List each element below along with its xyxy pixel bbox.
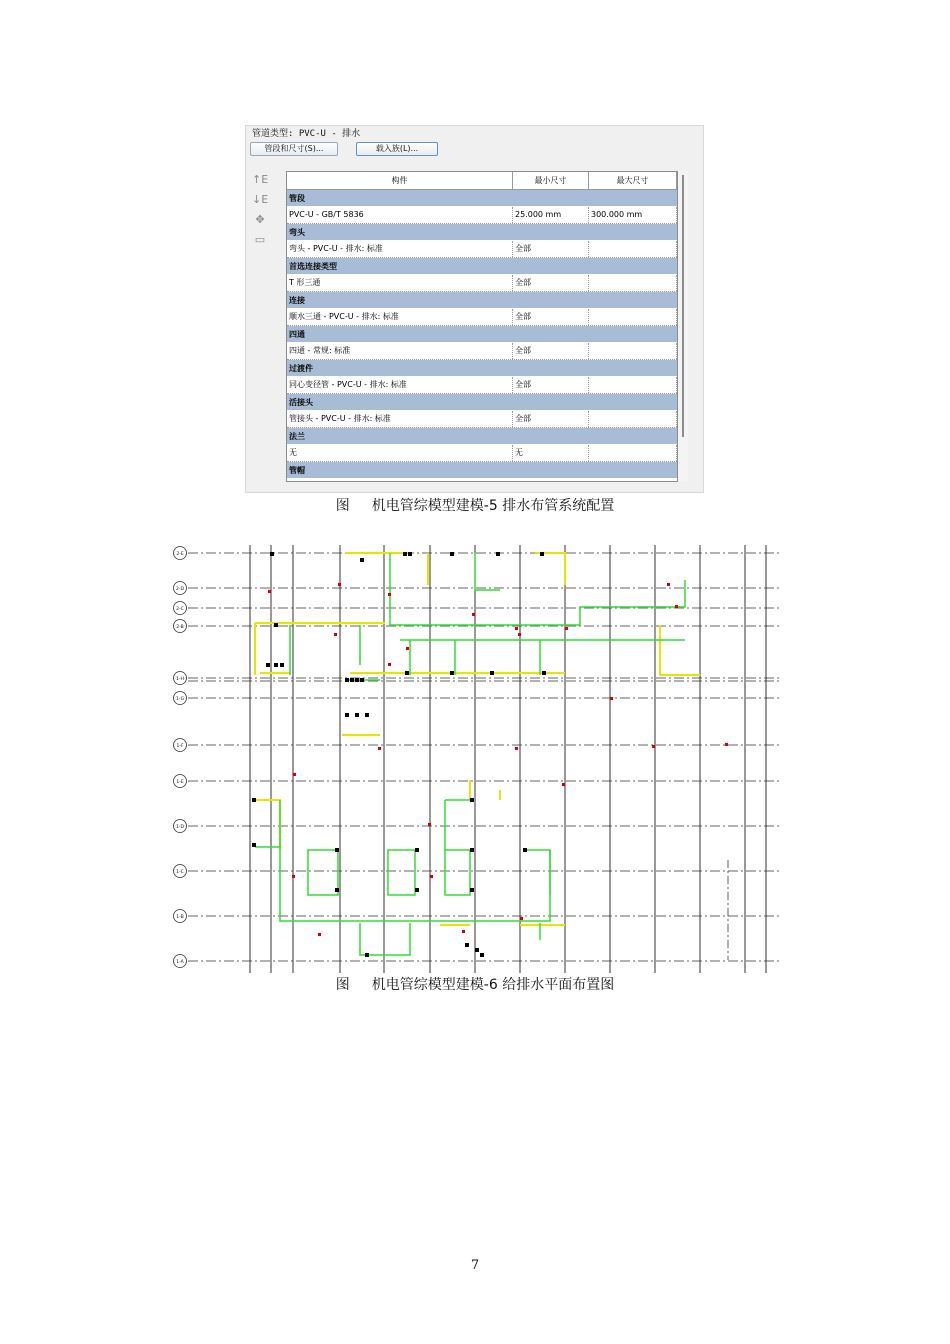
- figure-caption-6: [0, 974, 950, 994]
- component-name-cell[interactable]: PVC-U - GB/T 5836: [287, 207, 513, 223]
- fixture: [350, 678, 354, 682]
- fixture: [523, 848, 527, 852]
- max-size-cell[interactable]: [589, 241, 677, 257]
- delete-row-icon[interactable]: ▭: [254, 233, 266, 246]
- component-name-cell[interactable]: 管接头 - PVC-U - 排水: 标准: [287, 411, 513, 427]
- min-size-cell[interactable]: 无: [513, 445, 589, 461]
- dialog-title: 管道类型: PVC-U - 排水: [252, 129, 361, 139]
- tag-marker: [515, 747, 518, 750]
- caption-prefix: 图: [335, 977, 350, 993]
- axis-grid: [188, 545, 782, 973]
- axis-label: 2-D: [176, 587, 184, 592]
- fixture: [475, 948, 479, 952]
- drain-pipe: [535, 553, 565, 585]
- max-size-cell[interactable]: [589, 445, 677, 461]
- axis-labels: [174, 547, 187, 968]
- max-size-cell[interactable]: [589, 309, 677, 325]
- fixture: [274, 623, 278, 627]
- fixture: [345, 713, 349, 717]
- column-header-min-size[interactable]: 最小尺寸: [513, 172, 589, 189]
- grid-body: [287, 190, 677, 462]
- caption-text: 机电管综模型建模-6 给排水平面布置图: [371, 977, 615, 993]
- tag-marker: [562, 783, 565, 786]
- fixture: [266, 663, 270, 667]
- routing-preferences-grid: [286, 171, 678, 482]
- drain-pipe: [253, 800, 280, 850]
- tag-marker: [610, 697, 613, 700]
- tag-marker: [667, 583, 670, 586]
- min-size-cell[interactable]: 25.000 mm: [513, 207, 589, 223]
- tag-marker: [318, 933, 321, 936]
- fixture: [405, 671, 409, 675]
- supply-pipe: [475, 553, 500, 590]
- component-name-cell[interactable]: 同心变径管 - PVC-U - 排水: 标准: [287, 377, 513, 393]
- fixture: [470, 848, 474, 852]
- component-row[interactable]: [287, 241, 677, 258]
- tag-marker: [472, 613, 475, 616]
- fixture: [365, 713, 369, 717]
- fixture: [335, 848, 339, 852]
- category-row: 法兰: [287, 428, 677, 445]
- axis-label: 1-E: [176, 780, 184, 785]
- grid-scrollbar[interactable]: [678, 171, 688, 482]
- category-row: 首选连接类型: [287, 258, 677, 275]
- fixture: [403, 552, 407, 556]
- min-size-cell[interactable]: 全部: [513, 241, 589, 257]
- move-down-icon[interactable]: ↓E: [252, 193, 269, 206]
- component-row[interactable]: [287, 377, 677, 394]
- min-size-cell[interactable]: 全部: [513, 377, 589, 393]
- component-row[interactable]: [287, 207, 677, 224]
- axis-label: 1-F: [176, 744, 184, 749]
- tag-marker: [388, 593, 391, 596]
- max-size-cell[interactable]: 300.000 mm: [589, 207, 677, 223]
- fixture: [480, 953, 484, 957]
- axis-label: 1-A: [176, 960, 184, 965]
- fixture: [450, 671, 454, 675]
- fixture: [252, 798, 256, 802]
- category-row: 活接头: [287, 394, 677, 411]
- tag-marker: [334, 633, 337, 636]
- axis-label: 1-C: [176, 870, 184, 875]
- category-row: 过渡件: [287, 360, 677, 377]
- supply-pipe: [445, 850, 470, 895]
- component-row[interactable]: [287, 411, 677, 428]
- fixture: [274, 663, 278, 667]
- tag-marker: [406, 647, 409, 650]
- side-toolbar: [252, 170, 268, 250]
- supply-pipes: [255, 553, 685, 955]
- fixture: [470, 888, 474, 892]
- axis-label: 2-B: [176, 625, 184, 630]
- category-row: 弯头: [287, 224, 677, 241]
- supply-pipe: [360, 923, 410, 955]
- tag-marker: [378, 747, 381, 750]
- plumbing-floor-plan: [170, 545, 785, 975]
- fixture: [280, 663, 284, 667]
- axis-label: 2-E: [176, 552, 184, 557]
- tag-marker: [652, 745, 655, 748]
- fixture: [470, 798, 474, 802]
- min-size-cell[interactable]: 全部: [513, 343, 589, 359]
- tag-marker: [515, 627, 518, 630]
- tag-marker: [338, 583, 341, 586]
- tag-marker: [520, 917, 523, 920]
- grid-header: [287, 172, 677, 190]
- axis-label: 1-B: [176, 915, 184, 920]
- fixtures: [252, 552, 546, 957]
- component-row[interactable]: [287, 445, 677, 462]
- scroll-thumb[interactable]: [682, 175, 684, 437]
- drain-pipes: [253, 553, 700, 925]
- tag-marker: [293, 773, 296, 776]
- category-row: 管帽: [287, 462, 677, 479]
- tag-marker: [675, 605, 678, 608]
- fixture: [465, 943, 469, 947]
- load-family-button[interactable]: 载入族(L)...: [356, 142, 438, 156]
- min-size-cell[interactable]: 全部: [513, 411, 589, 427]
- fixture: [496, 552, 500, 556]
- fixture: [355, 678, 359, 682]
- tag-marker: [388, 663, 391, 666]
- add-row-icon[interactable]: ✥: [255, 213, 265, 226]
- fixture: [365, 953, 369, 957]
- supply-pipe: [308, 850, 338, 895]
- category-row: 四通: [287, 326, 677, 343]
- supply-pipe: [388, 850, 415, 895]
- fixture: [360, 558, 364, 562]
- caption-text: 机电管综模型建模-5 排水布管系统配置: [371, 498, 615, 514]
- max-size-cell[interactable]: [589, 377, 677, 393]
- fixture: [415, 888, 419, 892]
- tag-marker: [428, 823, 431, 826]
- tag-marker: [430, 875, 433, 878]
- fixture: [542, 671, 546, 675]
- page-number: 7: [470, 1258, 480, 1273]
- fixture: [355, 713, 359, 717]
- component-name-cell[interactable]: 四通 - 常规: 标准: [287, 343, 513, 359]
- min-size-cell[interactable]: 全部: [513, 309, 589, 325]
- tag-marker: [518, 633, 521, 636]
- component-name-cell[interactable]: T 形三通: [287, 275, 513, 291]
- pipe-type-dialog: [245, 125, 704, 493]
- segments-and-sizes-button[interactable]: 管段和尺寸(S)...: [250, 142, 338, 156]
- component-row[interactable]: [287, 343, 677, 360]
- column-header-max-size[interactable]: 最大尺寸: [589, 172, 677, 189]
- category-row: 连接: [287, 292, 677, 309]
- fixture: [490, 671, 494, 675]
- fixture: [415, 848, 419, 852]
- tag-marker: [268, 590, 271, 593]
- figure-caption-5: [0, 495, 950, 515]
- max-size-cell[interactable]: [589, 411, 677, 427]
- fixture: [335, 888, 339, 892]
- move-up-icon[interactable]: ↑E: [252, 173, 269, 186]
- component-name-cell[interactable]: 弯头 - PVC-U - 排水: 标准: [287, 241, 513, 257]
- component-row[interactable]: [287, 275, 677, 292]
- fixture: [252, 843, 256, 847]
- column-header-component[interactable]: 构件: [287, 172, 513, 189]
- fixture: [345, 678, 349, 682]
- tag-marker: [292, 875, 295, 878]
- supply-pipe: [390, 553, 685, 625]
- component-name-cell[interactable]: 顺水三通 - PVC-U - 排水: 标准: [287, 309, 513, 325]
- caption-prefix: 图: [335, 498, 350, 514]
- component-name-cell[interactable]: 无: [287, 445, 513, 461]
- fixture: [408, 552, 412, 556]
- tag-marker: [565, 627, 568, 630]
- max-size-cell[interactable]: [589, 343, 677, 359]
- axis-label: 1-G: [175, 697, 185, 702]
- supply-pipe: [523, 850, 550, 895]
- max-size-cell[interactable]: [589, 275, 677, 291]
- axis-label: 1-H: [176, 677, 184, 682]
- fixture: [360, 678, 364, 682]
- axis-label: 2-C: [176, 607, 184, 612]
- category-row: 管段: [287, 190, 677, 207]
- fixture: [540, 552, 544, 556]
- fixture: [270, 552, 274, 556]
- min-size-cell[interactable]: 全部: [513, 275, 589, 291]
- drain-pipe: [660, 625, 700, 675]
- component-row[interactable]: [287, 309, 677, 326]
- axis-label: 1-D: [176, 825, 184, 830]
- tag-marker: [725, 743, 728, 746]
- tag-marker: [462, 930, 465, 933]
- fixture: [450, 552, 454, 556]
